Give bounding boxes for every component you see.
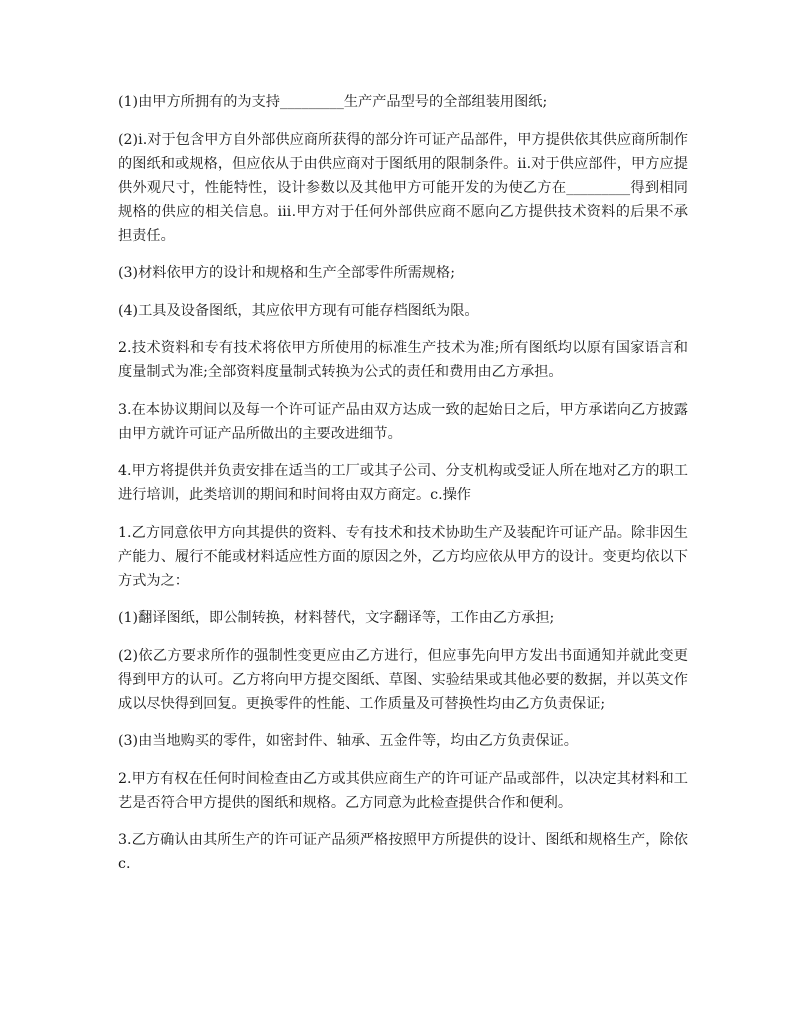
paragraph-improvement-disclosure: 3.在本协议期间以及每一个许可证产品由双方达成一致的起始日之后，甲方承诺向乙方披露由甲方就许可证产品所做出的主要改进细节。 bbox=[118, 401, 688, 442]
paragraph-operation-production: 1.乙方同意依甲方向其提供的资料、专有技术和技术协助生产及装配许可证产品。除非因生产能力、履行不能或材料适应性方面的原因之外，乙方均应依从甲方的设计。变更均依以下方式为之： bbox=[118, 524, 688, 589]
paragraph-materials-specifications: (3)材料依甲方的设计和规格和生产全部零件所需规格; bbox=[118, 265, 456, 281]
paragraph-staff-training: 4.甲方将提供并负责安排在适当的工厂或其子公司、分支机构或受证人所在地对乙方的职工进行培训，此类培训的期间和时间将由双方商定。c.操作 bbox=[118, 463, 688, 503]
paragraph-drawings-for-product-model: (1)由甲方所拥有的为支持_________生产产品型号的全部组装用图纸; bbox=[118, 94, 548, 110]
paragraph-local-parts: (3)由当地购买的零件，如密封件、轴承、五金件等，均由乙方负责保证。 bbox=[118, 733, 578, 749]
paragraph-mandatory-changes: (2)依乙方要求所作的强制性变更应由乙方进行，但应事先向甲方发出书面通知并就此变更得到甲方的认可。乙方将向甲方提交图纸、草图、实验结果或其他必要的数据，并以英文作成以尽快得到回复。更换零件的性能、工作质量及可替换性均由乙方负责保证; bbox=[118, 647, 688, 712]
paragraph-design-compliance: 3.乙方确认由其所生产的许可证产品须严格按照甲方所提供的设计、图纸和规格生产，除依c. bbox=[118, 832, 688, 872]
paragraph-inspection-rights: 2.甲方有权在任何时间检查由乙方或其供应商生产的许可证产品或部件，以决定其材料和工艺是否符合甲方提供的图纸和规格。乙方同意为此检查提供合作和便利。 bbox=[118, 770, 688, 811]
paragraph-technical-standards: 2.技术资料和专有技术将依甲方所使用的标准生产技术为准;所有图纸均以原有国家语言和度量制式为准;全部资料度量制式转换为公式的责任和费用由乙方承担。 bbox=[118, 340, 688, 380]
document-body bbox=[118, 90, 688, 890]
paragraph-drawing-translation: (1)翻译图纸，即公制转换，材料替代，文字翻译等，工作由乙方承担; bbox=[118, 610, 555, 626]
paragraph-tooling-drawings: (4)工具及设备图纸，其应依甲方现有可能存档图纸为限。 bbox=[118, 302, 479, 319]
paragraph-external-supplier-parts: (2)ⅰ.对于包含甲方自外部供应商所获得的部分许可证产品部件，甲方提供依其供应商所制作的图纸和或规格，但应依从于由供应商对于图纸用的限制条件。ⅱ.对于供应部件，甲方应提供外观尺寸，性能特性，设计参数以及其他甲方可能开发的为使乙方在_________得到相同规格的供应的相关信息。ⅲ.甲方对于任何外部供应商不愿向乙方提供技术资料的后果不承担责任。 bbox=[118, 131, 688, 244]
